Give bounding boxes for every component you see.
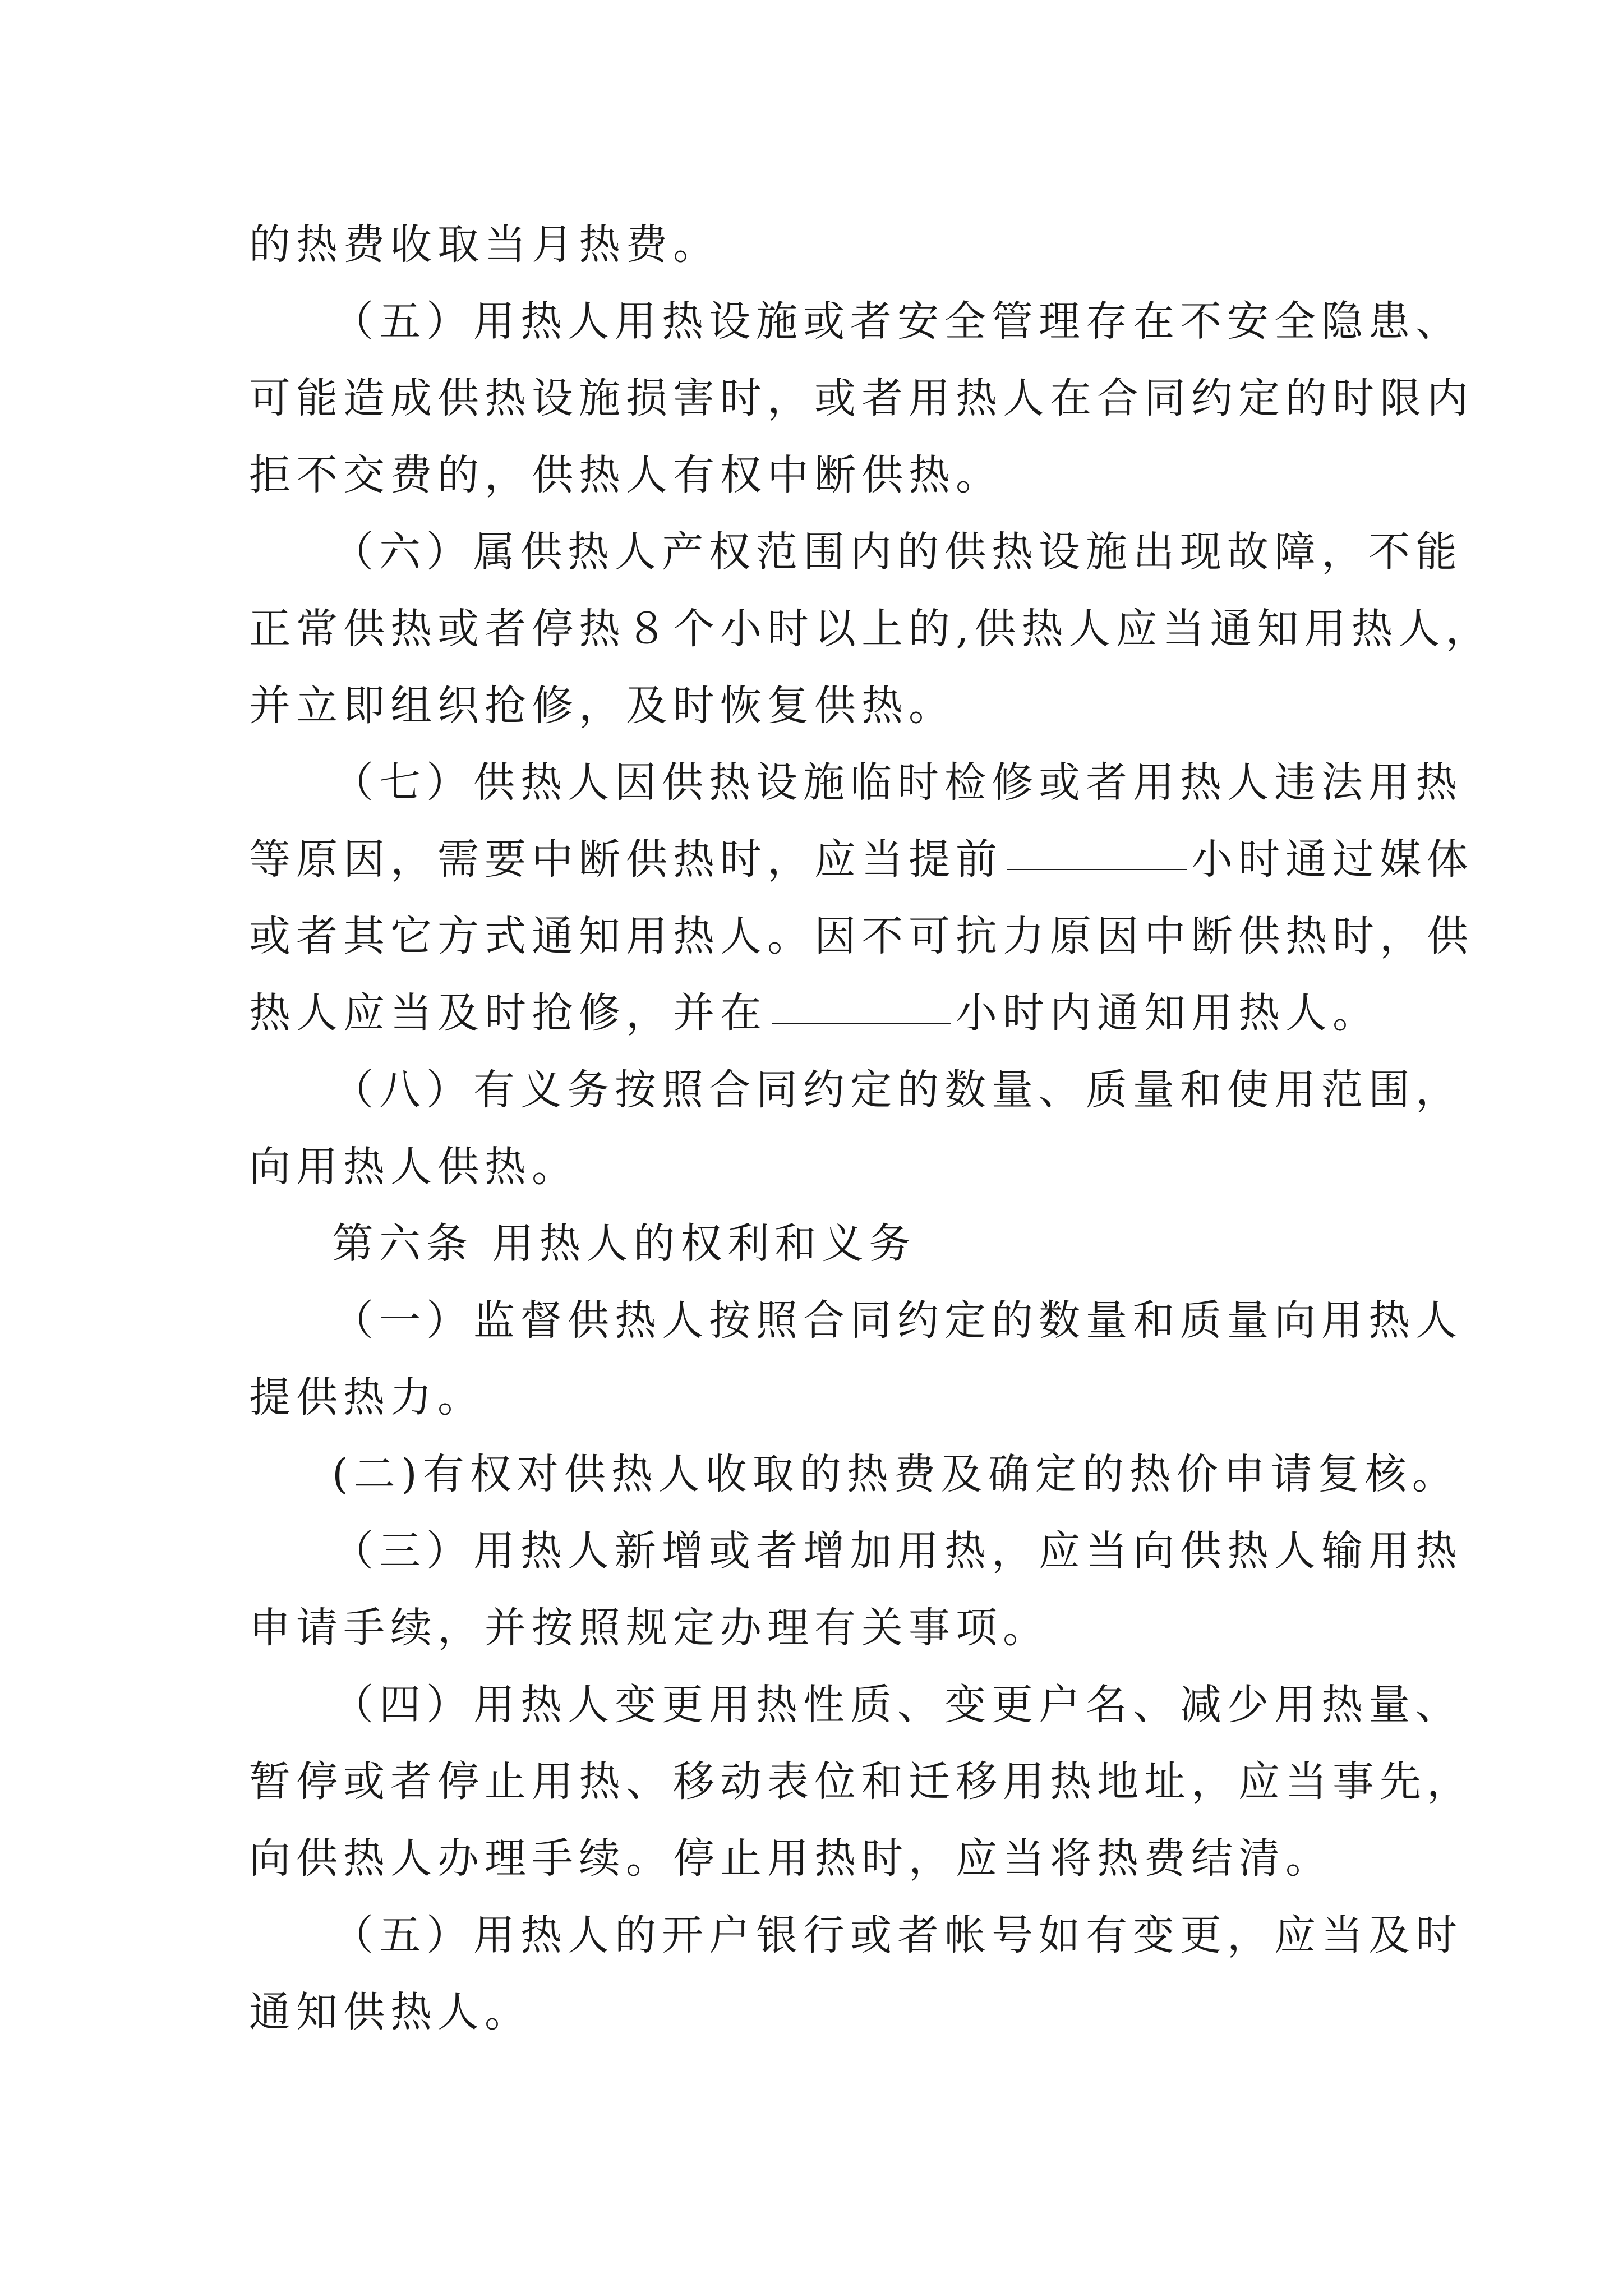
text-line: 的热费收取当月热费。 — [249, 220, 720, 269]
text-segment: 小时内通知用热人。 — [956, 989, 1380, 1037]
text-line: 向供热人办理手续。停止用热时，应当将热费结清。 — [249, 1834, 1332, 1883]
text-segment: 等原因，需要中断供热时，应当提前 — [249, 835, 1003, 884]
text-line: 并立即组织抢修，及时恢复供热。 — [249, 682, 956, 730]
clause-line: （六）属供热人产权范围内的供热设施出现故障，不能 — [332, 528, 1463, 576]
text-line: 暂停或者停止用热、移动表位和迁移用热地址，应当事先， — [249, 1757, 1474, 1806]
text-line: 向用热人供热。 — [249, 1143, 579, 1191]
document-body — [249, 206, 1493, 2051]
text-line: 拒不交费的，供热人有权中断供热。 — [249, 451, 1003, 499]
text-line-with-blank — [249, 821, 1474, 898]
text-line: 正常供热或者停热８个小时以上的,供热人应当通知用热人， — [249, 605, 1493, 653]
clause-line: （五）用热人的开户银行或者帐号如有变更，应当及时 — [332, 1911, 1463, 1959]
text-line: 申请手续，并按照规定办理有关事项。 — [249, 1604, 1050, 1652]
clause-line: （八）有义务按照合同约定的数量、质量和使用范围， — [332, 1066, 1463, 1114]
fill-in-blank — [772, 1023, 951, 1024]
article-heading: 第六条 用热人的权利和义务 — [332, 1220, 916, 1268]
text-line: 可能造成供热设施损害时，或者用热人在合同约定的时限内 — [249, 374, 1474, 422]
clause-line: （一）监督供热人按照合同约定的数量和质量向用热人 — [332, 1296, 1463, 1345]
fill-in-blank — [1007, 869, 1187, 870]
clause-line: （三）用热人新增或者增加用热，应当向供热人输用热 — [332, 1527, 1463, 1575]
text-line: 提供热力。 — [249, 1373, 485, 1421]
text-line: 或者其它方式通知用热人。因不可抗力原因中断供热时，供 — [249, 912, 1474, 960]
text-segment: 热人应当及时抢修，并在 — [249, 989, 767, 1037]
clause-line: （五）用热人用热设施或者安全管理存在不安全隐患、 — [332, 297, 1463, 346]
text-line-with-blank — [249, 975, 1385, 1052]
clause-line: （七）供热人因供热设施临时检修或者用热人违法用热 — [332, 758, 1463, 807]
text-line: 通知供热人。 — [249, 1988, 532, 2036]
text-segment: 小时通过媒体 — [1191, 835, 1474, 884]
clause-line: (二)有权对供热人收取的热费及确定的热价申请复核。 — [332, 1450, 1459, 1498]
clause-line: （四）用热人变更用热性质、变更户名、减少用热量、 — [332, 1681, 1463, 1729]
